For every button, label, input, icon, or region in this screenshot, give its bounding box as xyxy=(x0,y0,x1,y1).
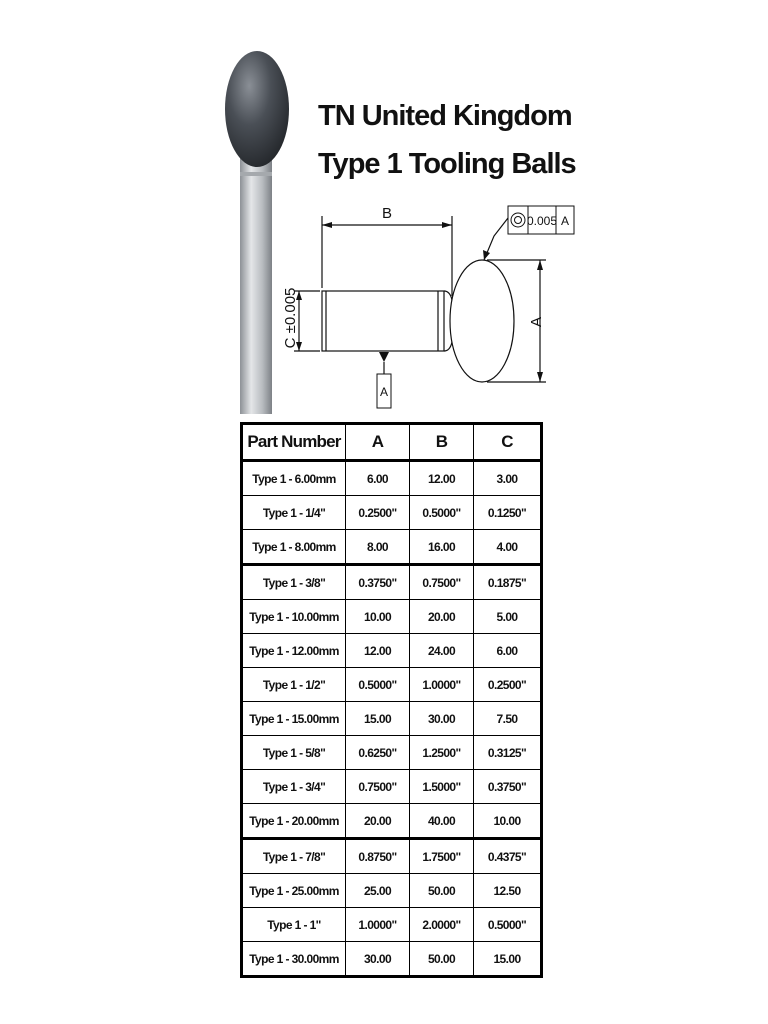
c-cell: 15.00 xyxy=(474,942,542,977)
header-c: C xyxy=(474,424,542,461)
part-number-cell: Type 1 - 15.00mm xyxy=(242,702,346,736)
b-cell: 1.2500" xyxy=(410,736,474,770)
table-row xyxy=(242,565,542,600)
part-number-cell: Type 1 - 25.00mm xyxy=(242,874,346,908)
c-cell: 12.50 xyxy=(474,874,542,908)
b-cell: 12.00 xyxy=(410,461,474,496)
c-cell: 0.2500" xyxy=(474,668,542,702)
table-row xyxy=(242,736,542,770)
table-row xyxy=(242,770,542,804)
page-title xyxy=(318,92,618,188)
table-row xyxy=(242,942,542,977)
a-cell: 6.00 xyxy=(346,461,410,496)
table-row xyxy=(242,634,542,668)
a-cell: 0.8750" xyxy=(346,839,410,874)
a-cell: 25.00 xyxy=(346,874,410,908)
a-cell: 10.00 xyxy=(346,600,410,634)
datum-a-label: A xyxy=(379,385,389,399)
part-number-cell: Type 1 - 7/8" xyxy=(242,839,346,874)
table-header-row xyxy=(242,424,542,461)
a-cell: 0.7500" xyxy=(346,770,410,804)
c-cell: 10.00 xyxy=(474,804,542,839)
part-number-cell: Type 1 - 8.00mm xyxy=(242,530,346,565)
b-cell: 50.00 xyxy=(410,942,474,977)
a-cell: 12.00 xyxy=(346,634,410,668)
tolerance-datum: A xyxy=(560,214,570,228)
c-cell: 0.3750" xyxy=(474,770,542,804)
title-line-2: Type 1 Tooling Balls xyxy=(318,148,576,180)
c-cell: 5.00 xyxy=(474,600,542,634)
drawing-svg xyxy=(280,196,580,416)
part-number-cell: Type 1 - 3/4" xyxy=(242,770,346,804)
b-cell: 16.00 xyxy=(410,530,474,565)
c-cell: 3.00 xyxy=(474,461,542,496)
table-row xyxy=(242,908,542,942)
b-cell: 0.7500" xyxy=(410,565,474,600)
specification-table xyxy=(240,422,543,978)
dimension-b-label: B xyxy=(381,205,393,222)
header-b: B xyxy=(410,424,474,461)
part-number-cell: Type 1 - 20.00mm xyxy=(242,804,346,839)
c-cell: 0.3125" xyxy=(474,736,542,770)
tolerance-value: 0.005 xyxy=(526,214,558,228)
b-cell: 50.00 xyxy=(410,874,474,908)
c-cell: 0.1875" xyxy=(474,565,542,600)
dimension-a-label: A xyxy=(528,316,545,328)
header-a: A xyxy=(346,424,410,461)
b-cell: 20.00 xyxy=(410,600,474,634)
c-cell: 0.1250" xyxy=(474,496,542,530)
a-cell: 8.00 xyxy=(346,530,410,565)
b-cell: 24.00 xyxy=(410,634,474,668)
c-cell: 4.00 xyxy=(474,530,542,565)
table-row xyxy=(242,839,542,874)
part-number-cell: Type 1 - 10.00mm xyxy=(242,600,346,634)
title-line-1: TN United Kingdom xyxy=(318,100,572,132)
c-cell: 6.00 xyxy=(474,634,542,668)
b-cell: 1.0000" xyxy=(410,668,474,702)
part-number-cell: Type 1 - 6.00mm xyxy=(242,461,346,496)
a-cell: 20.00 xyxy=(346,804,410,839)
part-number-cell: Type 1 - 1" xyxy=(242,908,346,942)
table-row xyxy=(242,600,542,634)
b-cell: 0.5000" xyxy=(410,496,474,530)
part-number-cell: Type 1 - 30.00mm xyxy=(242,942,346,977)
b-cell: 1.5000" xyxy=(410,770,474,804)
a-cell: 0.3750" xyxy=(346,565,410,600)
c-cell: 7.50 xyxy=(474,702,542,736)
header-part-number: Part Number xyxy=(242,424,346,461)
b-cell: 2.0000" xyxy=(410,908,474,942)
table-row xyxy=(242,702,542,736)
a-cell: 0.2500" xyxy=(346,496,410,530)
b-cell: 40.00 xyxy=(410,804,474,839)
c-cell: 0.4375" xyxy=(474,839,542,874)
table-row xyxy=(242,668,542,702)
a-cell: 1.0000" xyxy=(346,908,410,942)
b-cell: 30.00 xyxy=(410,702,474,736)
a-cell: 30.00 xyxy=(346,942,410,977)
technical-drawing xyxy=(280,196,580,416)
a-cell: 0.6250" xyxy=(346,736,410,770)
part-number-cell: Type 1 - 5/8" xyxy=(242,736,346,770)
a-cell: 0.5000" xyxy=(346,668,410,702)
a-cell: 15.00 xyxy=(346,702,410,736)
part-number-cell: Type 1 - 1/2" xyxy=(242,668,346,702)
table-row xyxy=(242,496,542,530)
part-number-cell: Type 1 - 1/4" xyxy=(242,496,346,530)
part-number-cell: Type 1 - 3/8" xyxy=(242,565,346,600)
table-row xyxy=(242,874,542,908)
table-row xyxy=(242,530,542,565)
b-cell: 1.7500" xyxy=(410,839,474,874)
table-row xyxy=(242,461,542,496)
c-cell: 0.5000" xyxy=(474,908,542,942)
dimension-c-label: C ±0.005 xyxy=(282,287,299,349)
table-row xyxy=(242,804,542,839)
part-number-cell: Type 1 - 12.00mm xyxy=(242,634,346,668)
